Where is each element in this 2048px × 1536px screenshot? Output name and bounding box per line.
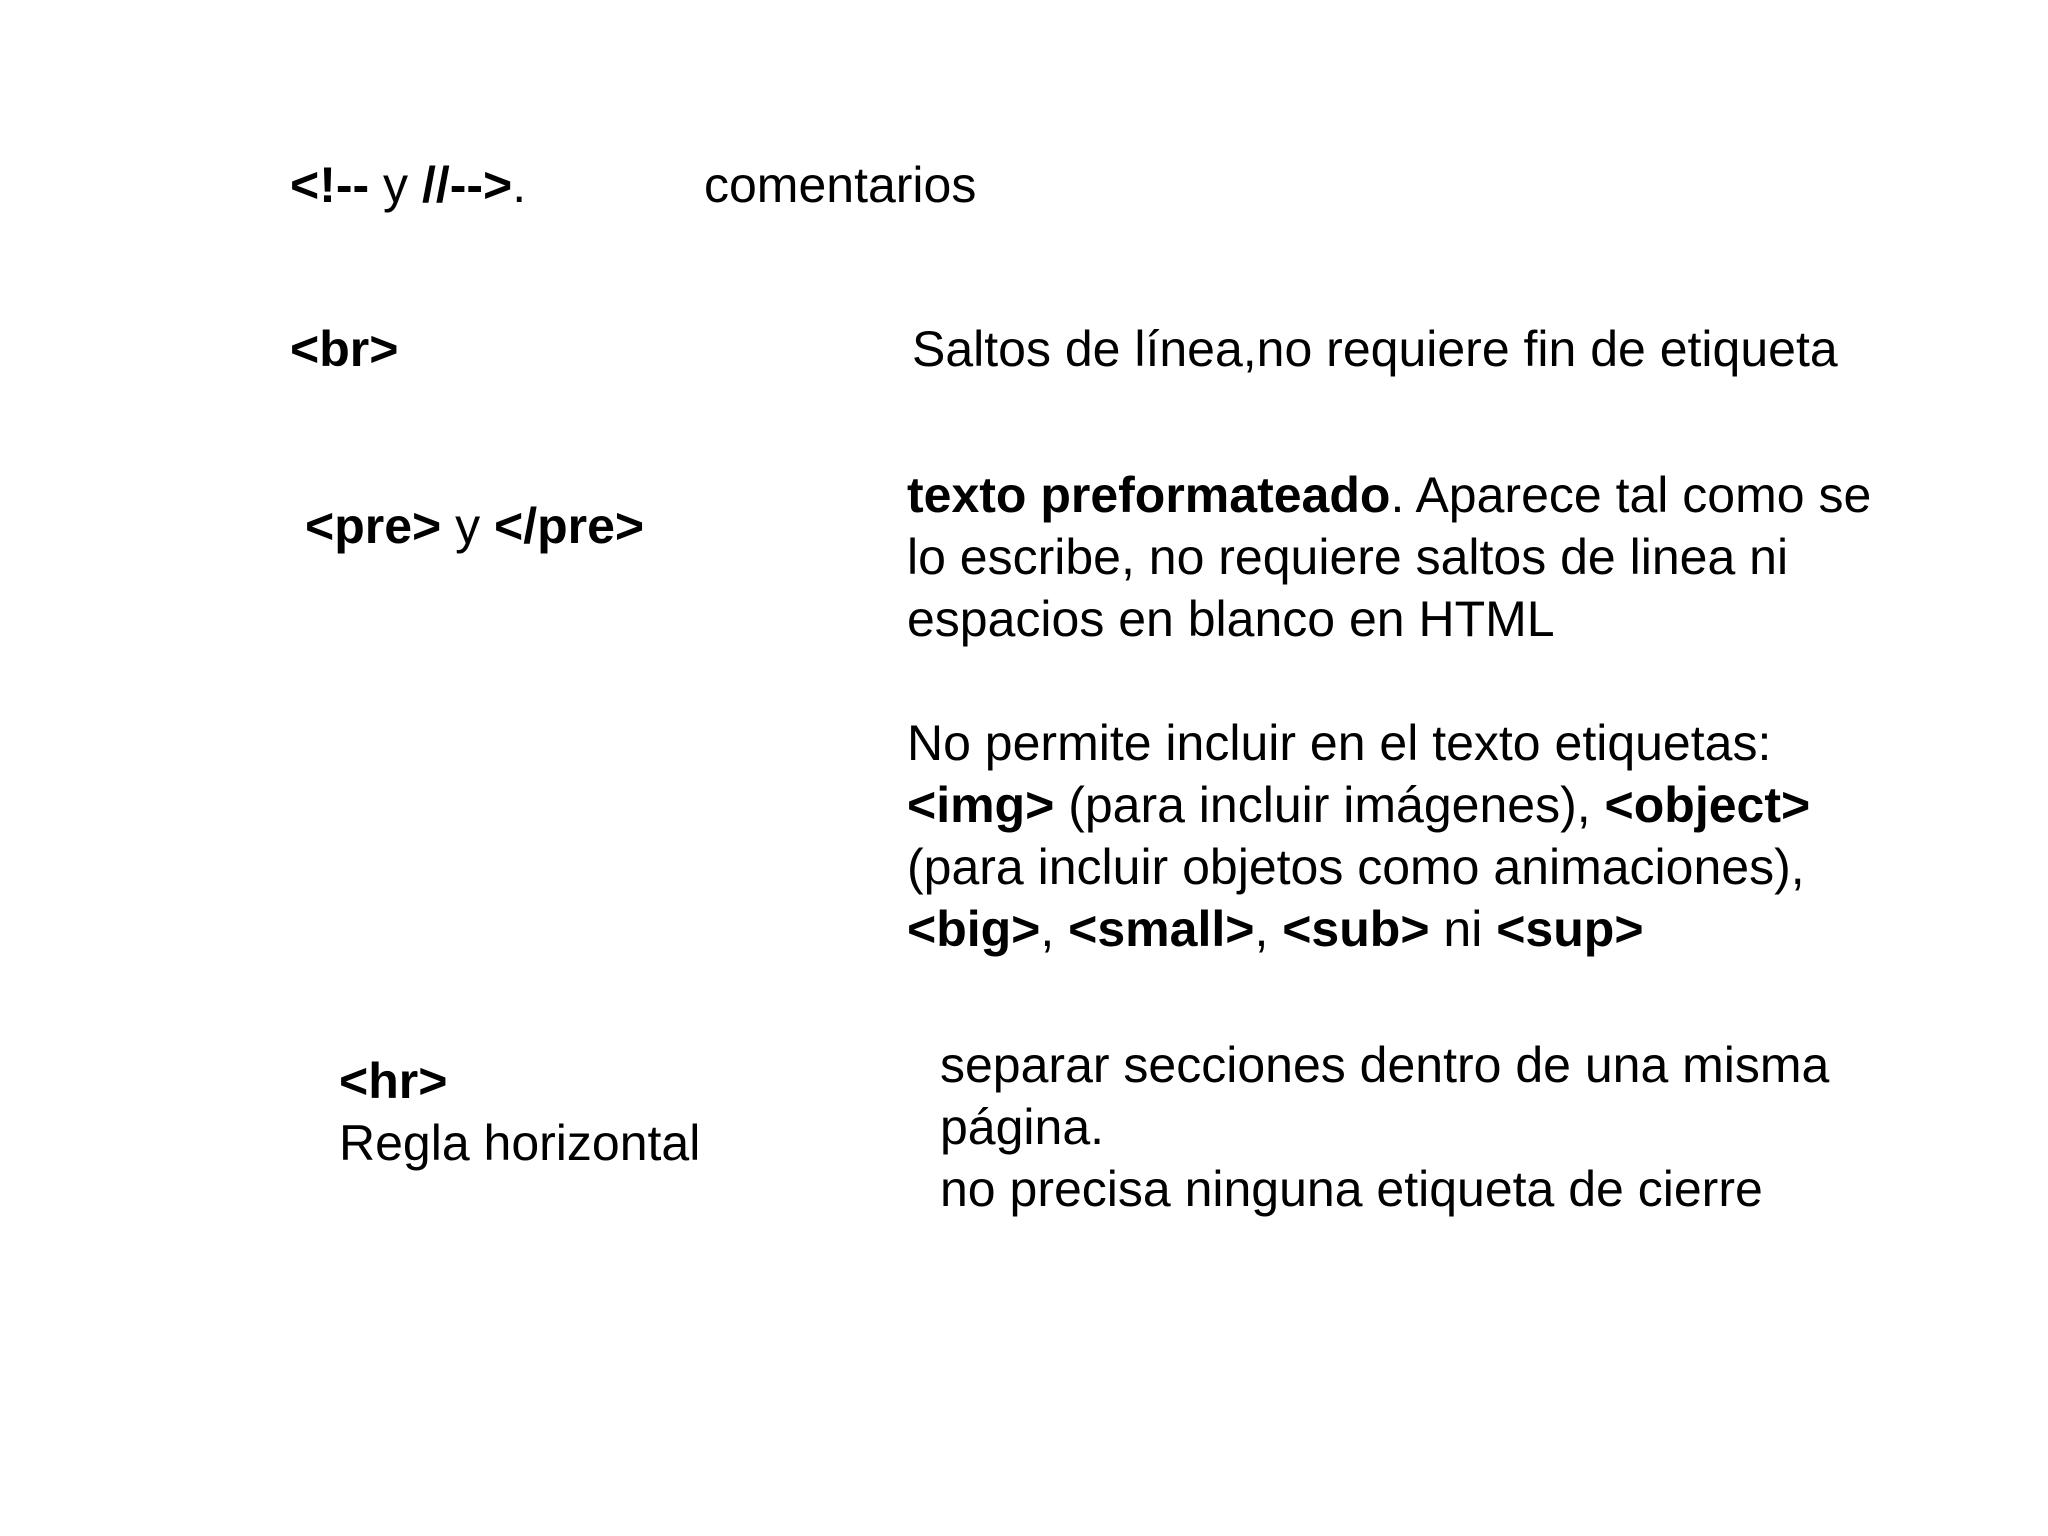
small-tag: <small> [1068, 901, 1255, 957]
pre-note-line-1: No permite incluir en el texto etiquetas: [907, 715, 1772, 771]
comment-tag-term [290, 154, 526, 216]
br-description: Saltos de línea,no requiere fin de etiqueta [912, 321, 1838, 377]
sup-tag: <sup> [1496, 901, 1644, 957]
hr-label: Regla horizontal [339, 1115, 701, 1171]
pre-desc-line-1 [907, 464, 1871, 526]
pre-close-tag: </pre> [494, 498, 645, 554]
hr-tag-term [339, 1050, 700, 1174]
img-tag-explanation: (para incluir imágenes), [1054, 777, 1605, 833]
hr-description [940, 1034, 1829, 1220]
hr-desc-line-2: página. [940, 1099, 1105, 1155]
comment-joiner: y [369, 157, 422, 213]
hr-tag: <hr> [339, 1053, 448, 1109]
big-tag: <big> [907, 901, 1041, 957]
br-tag-term: <br> [290, 321, 399, 377]
tag-separator-1: , [1040, 901, 1069, 957]
pre-desc-line-1-rest: . Aparece tal como se [1390, 467, 1872, 523]
pre-note-line-4 [907, 898, 1810, 960]
pre-note-line-2 [907, 774, 1810, 836]
object-tag: <object> [1604, 777, 1811, 833]
pre-open-tag: <pre> [305, 498, 442, 554]
hr-desc-line-1: separar secciones dentro de una misma [940, 1037, 1830, 1093]
hr-desc-line-3: no precisa ninguna etiqueta de cierre [940, 1161, 1763, 1217]
pre-restrictions-note [907, 712, 1810, 960]
sub-tag: <sub> [1282, 901, 1430, 957]
comment-period: . [512, 157, 527, 213]
pre-description [907, 464, 1871, 650]
pre-note-line-3: (para incluir objetos como animaciones), [907, 839, 1805, 895]
pre-desc-line-2: lo escribe, no requiere saltos de linea ni [907, 529, 1789, 585]
tag-separator-2: , [1254, 901, 1283, 957]
pre-desc-line-3: espacios en blanco en HTML [907, 591, 1555, 647]
comment-close-tag: //--> [421, 157, 513, 213]
img-tag: <img> [907, 777, 1055, 833]
pre-tag-term [305, 495, 644, 557]
pre-joiner: y [441, 498, 495, 554]
tag-separator-ni: ni [1429, 901, 1497, 957]
comment-open-tag: <!-- [290, 157, 370, 213]
comment-description: comentarios [704, 157, 977, 213]
pre-desc-bold-term: texto preformateado [907, 467, 1391, 523]
